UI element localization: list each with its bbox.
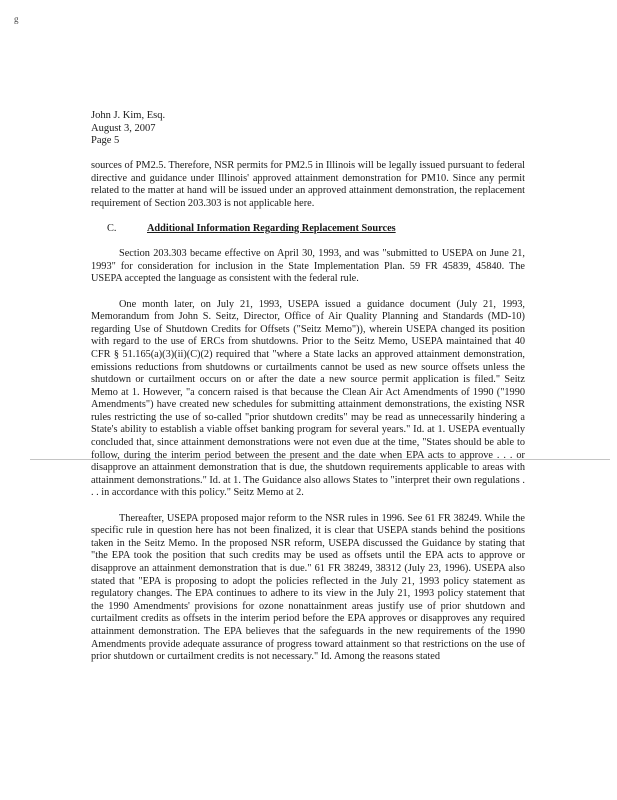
letter-date: August 3, 2007: [91, 122, 156, 134]
paragraph-nsr-reform: Thereafter, USEPA proposed major reform to the NSR rules in 1996. See 61 FR 38249. While the specific rule in question here has not been finalized, it is clear that USEPA stands behind the positions taken in the Seitz Memo. In the proposed NSR reform, USEPA discussed the Guidance by stating that "the EPA took the position that such credits may be used as offsets until the EPA acts to approve or disapprove an attainment demonstration that is due." 61 FR 38249, 38312 (July 23, 1996). USEPA also stated that "EPA is proposing to adopt the policies reflected in the July 21, 1993 policy statement as regulatory changes. The EPA continues to adhere to its view in the July 21, 1993 policy statement that the 1990 Amendments' provisions for ozone nonattainment areas justify use of prior shutdown and curtailment credits as offsets in the interim period before the EPA approves or disapproves any required attainment demonstration. The EPA believes that the safeguards in the new requirements of the 1990 Amendments provide adequate assurance of progress toward attainment so that restrictions on the use of prior shutdown or curtailment credits is not necessary." Id. Among the reasons stated: [91, 512, 525, 663]
paragraph-section-203-303: Section 203.303 became effective on April 30, 1993, and was "submitted to USEPA on June 21, 1993" for consideration for inclusion in the State Implementation Plan. 59 FR 45839, 45840. The USEPA accepted the language as consistent with the federal rule.: [91, 248, 525, 285]
paragraph-seitz-memo: One month later, on July 21, 1993, USEPA issued a guidance document (July 21, 1993, Memorandum from John S. Seitz, Director, Office of Air Quality Planning and Standards (MD-10) regarding Use of Shutdown Credits for Offsets ("Seitz Memo")), wherein USEPA changed its position with regard to the use of ERCs from shutdowns. Prior to the Seitz Memo, USEPA maintained that 40 CFR § 51.165(a)(3)(ii)(C)(2) required that "where a State lacks an approved attainment demonstration, emissions reductions from shutdowns or curtailments cannot be used as new source offsets unless the shutdown or curtailment occurs on or after the date a new source permit application is filed." Seitz Memo at 1. However, "a concern raised is that because the Clean Air Act Amendments of 1990 ("1990 Amendments") have created new schedules for submitting attainment demonstrations, the existing NSR rules restricting the use of so-called "prior shutdown credits" may be read as unnecessarily hindering a State's ability to establish a viable offset banking program for several years." Id. at 1. USEPA eventually concluded that, since attainment demonstrations were not even due at the time, "States should be able to follow, during the interim period between the present and the date when EPA acts to approve . . . or disapprove an attainment demonstration that is due, the shutdown requirements applicable to areas with attainment demonstrations." Id. at 1. The Guidance also allows States to "interpret their own regulations . . . in accordance with this policy." Seitz Memo at 2.: [91, 298, 525, 499]
scan-artifact-line: [30, 459, 610, 460]
recipient-name: John J. Kim, Esq.: [91, 110, 166, 121]
section-heading-c: [91, 223, 525, 236]
letter-body: [91, 160, 525, 676]
page-number: Page 5: [91, 135, 120, 146]
section-title: Additional Information Regarding Replacement Sources: [147, 222, 396, 234]
letter-header: [91, 110, 165, 148]
section-letter: C.: [107, 222, 117, 234]
corner-mark: g: [14, 14, 19, 24]
paragraph-pm25-permits: sources of PM2.5. Therefore, NSR permits for PM2.5 in Illinois will be legally issued pursuant to federal directive and guidance under Illinois' approved attainment demonstration for PM10. Since any permit related to the matter at hand will be issued under an approved attainment demonstration, the replacement requirement of Section 203.303 is not applicable here.: [91, 160, 525, 209]
